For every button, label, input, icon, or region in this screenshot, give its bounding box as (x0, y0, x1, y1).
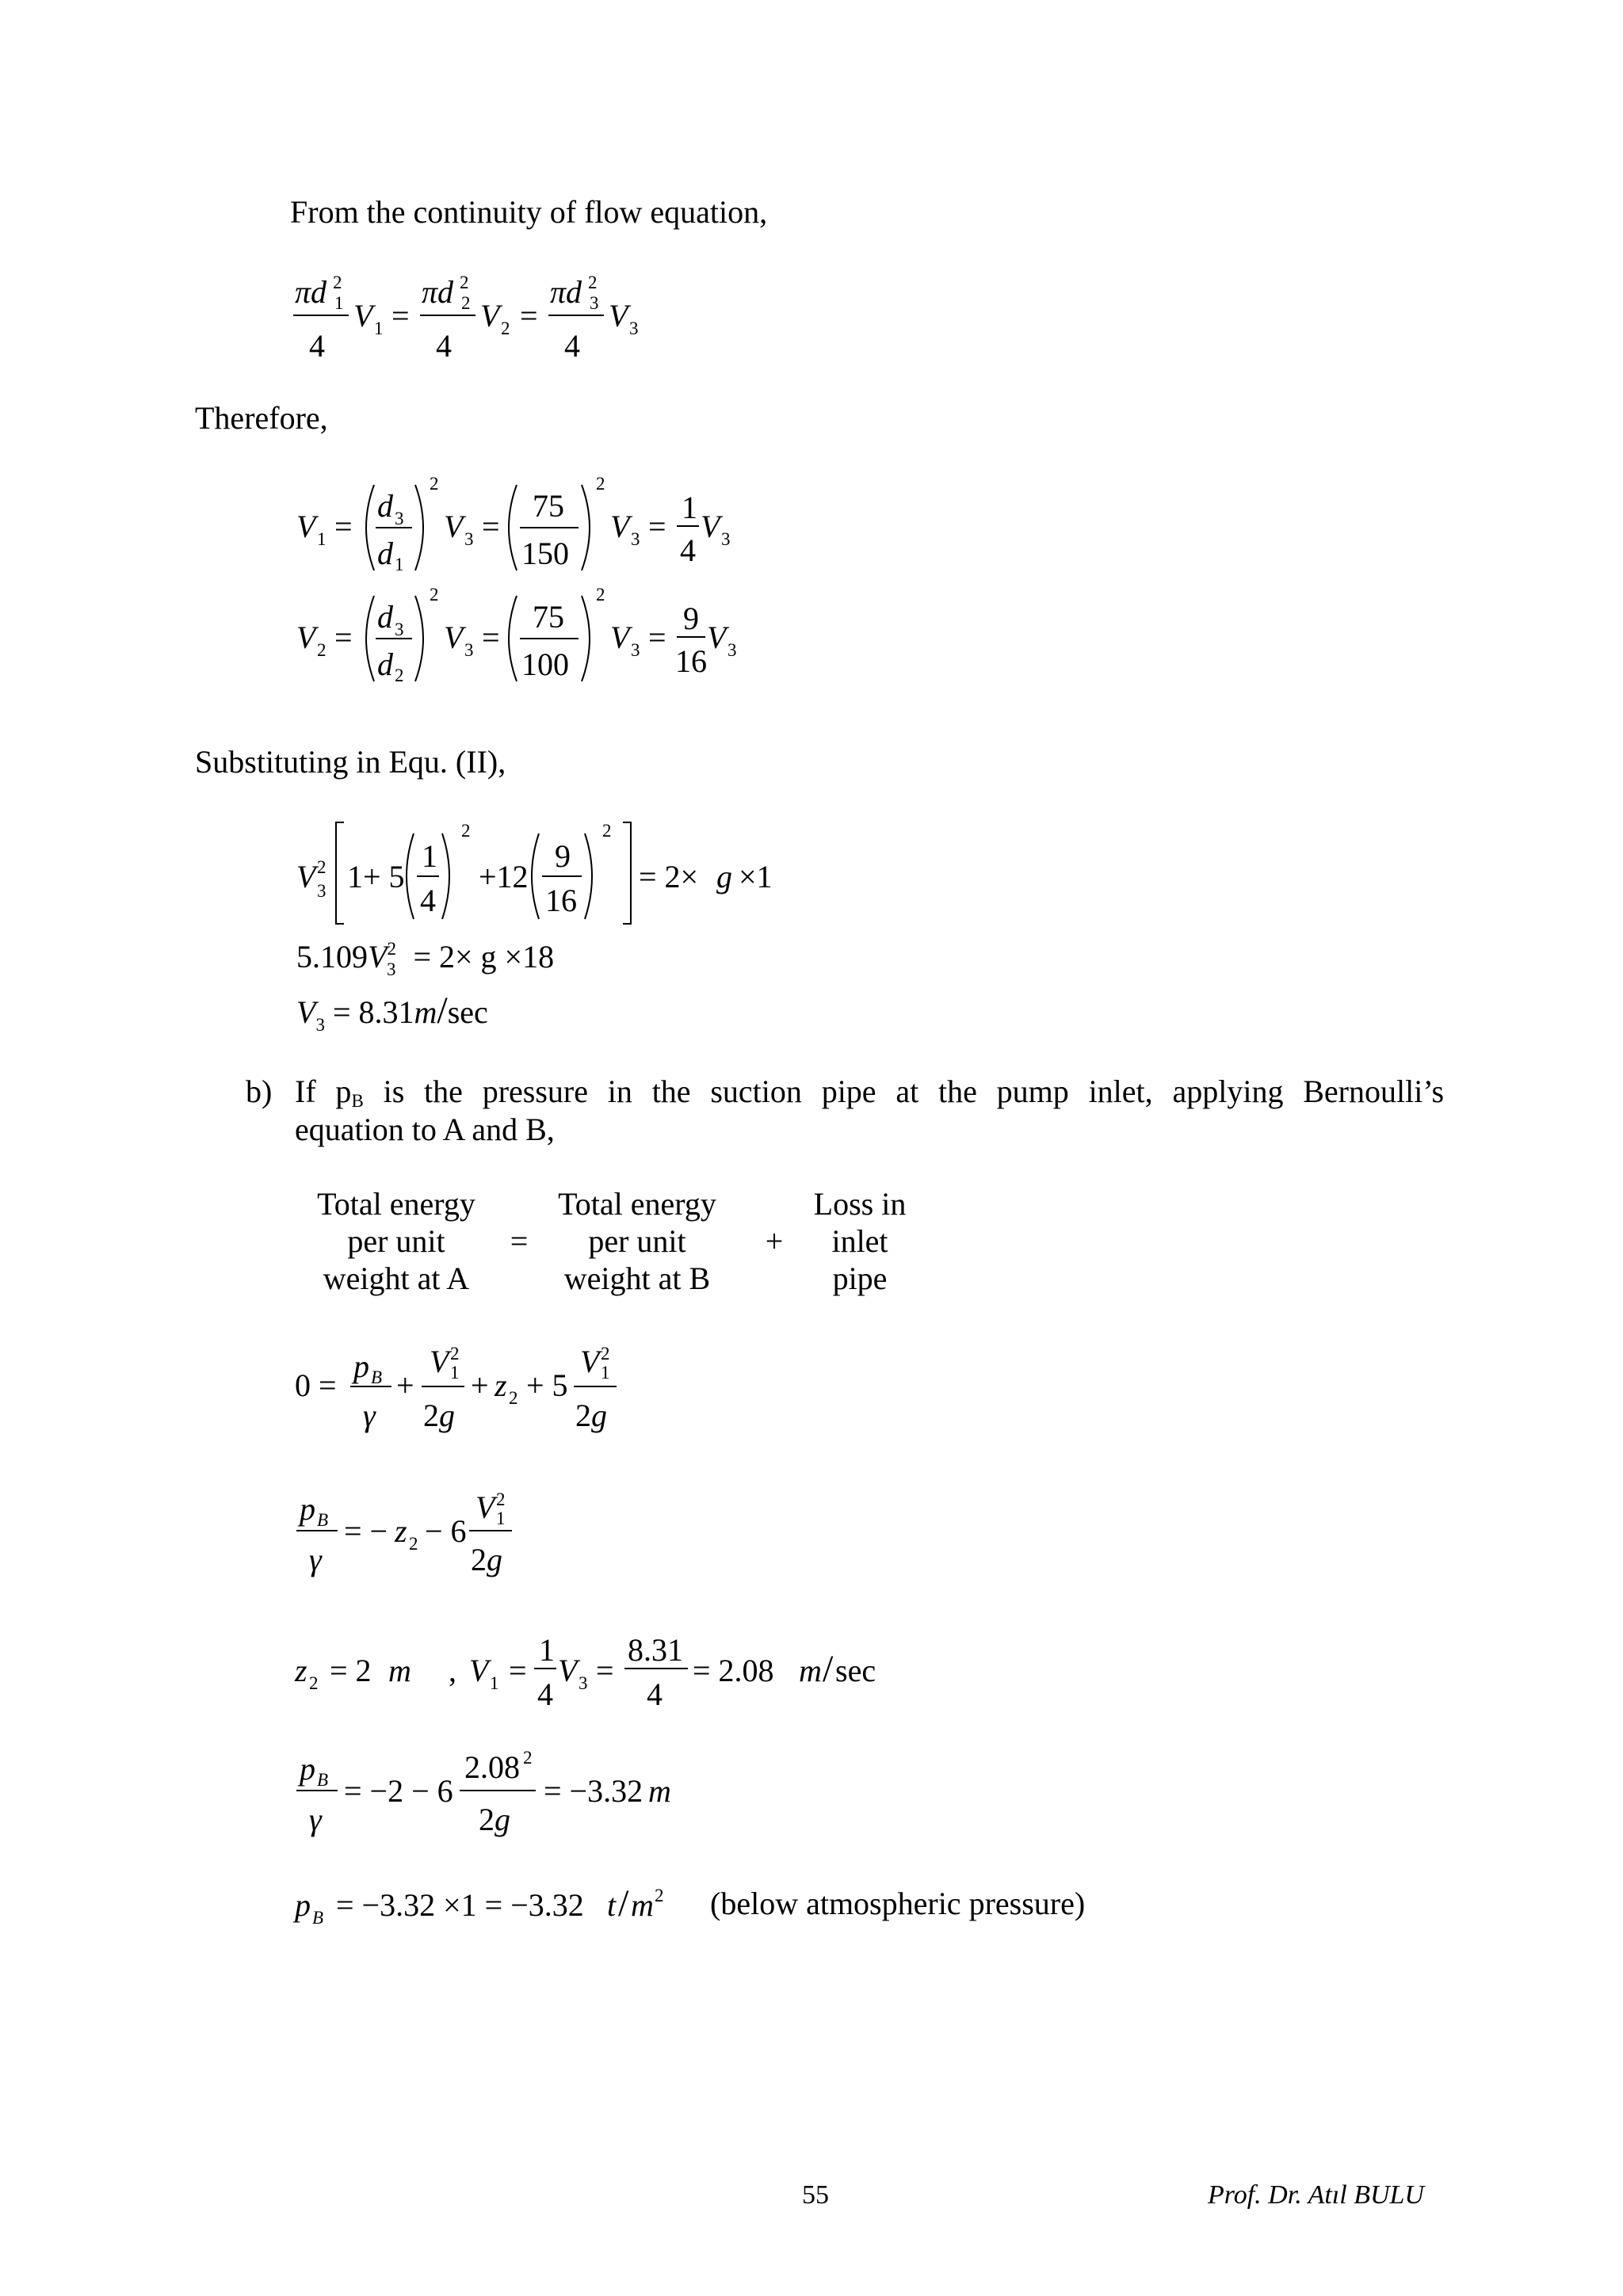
z2-value: = 2 (330, 1653, 372, 1688)
svg-text:2: 2 (501, 318, 510, 338)
result-coefficient: 5.109 (296, 939, 368, 974)
svg-text:z: z (495, 1367, 507, 1403)
svg-text:2: 2 (430, 586, 439, 605)
svg-text:B: B (312, 1908, 324, 1928)
pb-final-result (285, 1876, 697, 1939)
svg-text:3: 3 (395, 509, 404, 528)
svg-text:1: 1 (450, 1363, 460, 1383)
svg-text:2: 2 (596, 586, 605, 605)
svg-text:V: V (558, 1653, 578, 1688)
substituting-text: Substituting in Equ. (II), (195, 744, 506, 780)
svg-text:=: = (520, 298, 538, 334)
energy-col-loss-line: inlet (831, 1223, 888, 1259)
pb-value: = −3.32 ×1 = −3.32 (336, 1887, 584, 1923)
svg-text:1+ 5: 1+ 5 (347, 859, 405, 894)
svg-text:2.08: 2.08 (464, 1749, 520, 1785)
svg-text:V: V (296, 620, 316, 655)
svg-text:3: 3 (629, 318, 639, 338)
svg-text:V: V (707, 620, 727, 655)
svg-text:πd: πd (295, 274, 327, 310)
svg-text:2: 2 (309, 1673, 319, 1693)
svg-text:2: 2 (460, 273, 469, 292)
svg-text:V: V (475, 1489, 495, 1525)
energy-col-b-line: per unit (588, 1223, 686, 1259)
energy-col-a (301, 1185, 491, 1297)
svg-text:+ 5: + 5 (526, 1367, 568, 1403)
svg-text:πd: πd (422, 274, 454, 310)
svg-text:V: V (430, 1344, 449, 1379)
svg-text:2: 2 (496, 1489, 506, 1509)
svg-text:100: 100 (521, 646, 569, 682)
pb-gamma-result (285, 1741, 697, 1844)
energy-col-b (542, 1185, 732, 1297)
svg-text:,: , (449, 1653, 456, 1688)
svg-text:p: p (353, 1348, 369, 1384)
svg-text:/: / (618, 1882, 629, 1924)
svg-text:= −2 − 6: = −2 − 6 (344, 1773, 453, 1809)
svg-text:V: V (701, 509, 720, 544)
svg-text:2: 2 (471, 1542, 487, 1577)
svg-text:2: 2 (509, 1388, 518, 1408)
energy-col-b-line: weight at B (563, 1261, 711, 1296)
svg-text:γ: γ (309, 1802, 322, 1837)
energy-col-a-line: per unit (347, 1223, 445, 1259)
svg-text:3: 3 (631, 640, 640, 660)
svg-text:4: 4 (564, 328, 580, 364)
svg-text:3: 3 (590, 293, 599, 313)
energy-col-loss (800, 1185, 919, 1297)
svg-text:8.31: 8.31 (628, 1632, 683, 1668)
pb-gamma-expression (285, 1482, 539, 1585)
svg-text:9: 9 (683, 601, 699, 636)
energy-col-b-line: Total energy (558, 1186, 716, 1222)
svg-text:3: 3 (395, 620, 404, 639)
svg-text:9: 9 (555, 838, 571, 874)
svg-text:m: m (631, 1887, 654, 1923)
continuity-equation (285, 261, 697, 372)
svg-text:2: 2 (523, 1748, 533, 1768)
svg-text:2: 2 (317, 640, 327, 660)
svg-text:g: g (591, 1398, 607, 1433)
svg-text:m: m (799, 1653, 822, 1688)
svg-text:m: m (388, 1653, 411, 1688)
svg-text:75: 75 (533, 488, 564, 524)
svg-text:p: p (295, 1887, 311, 1923)
svg-text:4: 4 (420, 883, 436, 918)
svg-text:V: V (444, 509, 464, 544)
svg-text:γ: γ (363, 1398, 376, 1433)
svg-text:0 =: 0 = (295, 1367, 337, 1403)
svg-text:=: = (334, 509, 353, 544)
svg-text:2: 2 (395, 666, 404, 685)
svg-text:1: 1 (422, 838, 437, 874)
energy-plus-sign: + (765, 1223, 784, 1259)
svg-text:+12: +12 (479, 859, 529, 894)
svg-text:2: 2 (423, 1398, 439, 1433)
svg-text:4: 4 (309, 328, 325, 364)
svg-text:2: 2 (588, 273, 598, 292)
svg-text:4: 4 (537, 1676, 553, 1712)
svg-text:4: 4 (647, 1676, 663, 1712)
svg-text:2: 2 (655, 1886, 664, 1905)
svg-text:d: d (377, 488, 393, 524)
svg-text:4: 4 (680, 532, 696, 568)
svg-text:V: V (469, 1653, 489, 1688)
energy-equals-sign: = (510, 1223, 529, 1259)
svg-text:75: 75 (533, 599, 564, 635)
result-rhs: = 2× g ×18 (413, 939, 555, 974)
svg-text:3: 3 (464, 529, 474, 549)
svg-text:1: 1 (682, 490, 697, 525)
svg-text:2: 2 (575, 1398, 591, 1433)
svg-text:m: m (648, 1773, 671, 1809)
svg-text:d: d (377, 536, 393, 571)
svg-text:B: B (317, 1770, 329, 1790)
author-name: Prof. Dr. Atıl BULU (1208, 2180, 1424, 2210)
item-b-text-start: If p (295, 1074, 352, 1109)
svg-text:=: = (648, 620, 666, 655)
svg-text:1: 1 (539, 1632, 555, 1668)
svg-text:g: g (716, 859, 732, 894)
bernoulli-equation (285, 1331, 650, 1442)
item-b-marker: b) (246, 1074, 273, 1109)
svg-text:2: 2 (601, 1344, 610, 1363)
energy-col-loss-line: Loss in (813, 1186, 907, 1222)
svg-text:z: z (295, 1653, 307, 1688)
svg-text:3: 3 (721, 529, 731, 549)
svg-text:V: V (296, 509, 316, 544)
svg-text:= −: = − (344, 1513, 388, 1549)
svg-text:16: 16 (675, 643, 707, 679)
svg-text:πd: πd (550, 274, 582, 310)
item-b-text-rest: is the pressure in the suction pipe at the pump inlet, applying Bernoulli’s (383, 1074, 1445, 1109)
v3-result: $V_3 = 8.31m/\sec$ (296, 990, 488, 1035)
svg-text:=: = (648, 509, 666, 544)
svg-text:1: 1 (601, 1363, 610, 1383)
svg-text:B: B (371, 1367, 383, 1387)
svg-text:=: = (482, 509, 500, 544)
svg-text:1: 1 (334, 293, 344, 313)
energy-col-loss-line: pipe (832, 1261, 888, 1296)
v3-unit: sec (447, 994, 488, 1030)
result-equation-1: $5.109V^2_3 = 2\times g \times 18$ (296, 939, 555, 979)
svg-text:2: 2 (409, 1534, 418, 1554)
svg-text:V: V (610, 620, 630, 655)
therefore-text: Therefore, (195, 400, 328, 436)
svg-text:=: = (391, 298, 410, 334)
svg-text:2: 2 (317, 857, 327, 877)
svg-text:2: 2 (479, 1802, 495, 1837)
svg-text:sec: sec (835, 1653, 876, 1688)
svg-text:3: 3 (464, 640, 474, 660)
svg-text:2: 2 (602, 821, 612, 841)
svg-text:×1: ×1 (739, 859, 773, 894)
svg-text:d: d (377, 646, 393, 682)
svg-text:2: 2 (333, 273, 342, 292)
svg-text:V: V (609, 298, 628, 334)
svg-text:+: + (396, 1367, 414, 1403)
svg-text:4: 4 (436, 328, 452, 364)
svg-text:2: 2 (461, 821, 471, 841)
pb-note: (below atmospheric pressure) (710, 1886, 1086, 1921)
v3-value: 8.31 (358, 994, 414, 1030)
svg-text:B: B (317, 1510, 329, 1530)
svg-text:t: t (607, 1887, 617, 1923)
v1-ratio-equation (285, 475, 777, 578)
svg-text:z: z (395, 1513, 407, 1549)
svg-text:2: 2 (450, 1344, 460, 1363)
svg-text:− 6: − 6 (425, 1513, 467, 1549)
energy-col-a-line: weight at A (323, 1261, 470, 1296)
svg-text:=: = (596, 1653, 614, 1688)
svg-text:g: g (495, 1802, 510, 1837)
svg-text:=: = (334, 620, 353, 655)
svg-text:/: / (823, 1648, 834, 1690)
svg-text:1: 1 (395, 555, 404, 574)
svg-text:=: = (482, 620, 500, 655)
page-number: 55 (802, 2180, 829, 2210)
svg-text:V: V (353, 298, 373, 334)
svg-text:3: 3 (727, 640, 737, 660)
svg-text:= 2×: = 2× (639, 859, 699, 894)
z2-v1-values (285, 1616, 888, 1719)
svg-text:1: 1 (490, 1673, 499, 1693)
svg-text:g: g (487, 1542, 502, 1577)
v2-ratio-equation (285, 586, 777, 689)
svg-text:3: 3 (579, 1673, 588, 1693)
svg-text:2: 2 (596, 475, 605, 494)
item-b-line1 (295, 1074, 1445, 1111)
svg-text:V: V (444, 620, 464, 655)
svg-text:γ: γ (309, 1542, 322, 1577)
svg-text:1: 1 (374, 318, 384, 338)
svg-text:16: 16 (545, 883, 577, 918)
svg-text:g: g (439, 1398, 455, 1433)
svg-text:3: 3 (631, 529, 640, 549)
svg-text:V: V (480, 298, 500, 334)
pb-gamma-value: = −3.32 (544, 1773, 643, 1809)
energy-col-a-line: Total energy (317, 1186, 475, 1222)
svg-text:p: p (300, 1491, 315, 1527)
item-b-subscript: B (351, 1091, 364, 1111)
svg-text:2: 2 (461, 293, 471, 313)
svg-text:3: 3 (317, 881, 327, 901)
intro-text: From the continuity of flow equation, (290, 194, 768, 230)
svg-text:V: V (296, 859, 316, 894)
svg-text:d: d (377, 599, 393, 635)
svg-text:2: 2 (430, 475, 439, 494)
svg-text:1: 1 (496, 1508, 506, 1528)
svg-text:1: 1 (317, 529, 327, 549)
svg-text:V: V (580, 1344, 600, 1379)
svg-text:=: = (509, 1653, 527, 1688)
svg-text:V: V (610, 509, 630, 544)
svg-text:p: p (300, 1751, 315, 1787)
svg-text:150: 150 (521, 536, 569, 571)
v1-value: = 2.08 (693, 1653, 774, 1688)
item-b-line2: equation to A and B, (295, 1112, 555, 1147)
svg-text:+: + (471, 1367, 489, 1403)
substitution-equation (285, 808, 824, 927)
